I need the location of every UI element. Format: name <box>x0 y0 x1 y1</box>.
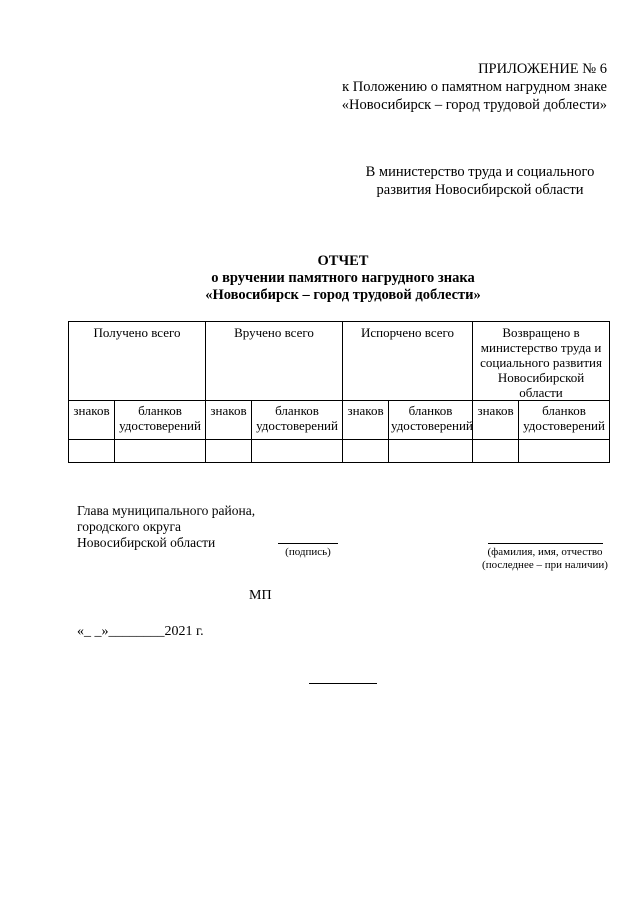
head-line-1: Глава муниципального района, <box>77 503 256 518</box>
group-awarded: Вручено всего <box>206 322 343 401</box>
table-cell[interactable] <box>519 440 610 463</box>
table-cell[interactable] <box>473 440 519 463</box>
name-caption <box>470 546 620 572</box>
sub-blanks: бланков удостоверений <box>252 401 343 440</box>
head-line-2: городского округа <box>77 519 182 534</box>
appendix-reference: к Положению о памятном нагрудном знаке <box>342 79 607 95</box>
title-line-2: о вручении памятного нагрудного знака <box>211 270 475 286</box>
name-caption-line-2: (последнее – при наличии) <box>482 559 608 571</box>
sub-badges: знаков <box>69 401 115 440</box>
report-date[interactable]: «_ _»________2021 г. <box>77 624 204 639</box>
sub-blanks: бланков удостоверений <box>389 401 473 440</box>
table-cell[interactable] <box>343 440 389 463</box>
sub-blanks: бланков удостоверений <box>115 401 206 440</box>
title-line-3: «Новосибирск – город трудовой доблести» <box>205 287 481 303</box>
table-group-header-row <box>69 322 610 401</box>
signature-caption: (подпись) <box>285 546 331 558</box>
sub-badges: знаков <box>473 401 519 440</box>
head-line-3: Новосибирской области <box>77 535 216 550</box>
head-of-municipality <box>77 503 255 551</box>
stamp-place: МП <box>249 588 272 603</box>
table-cell[interactable] <box>389 440 473 463</box>
appendix-header <box>342 60 607 114</box>
addressee-line-1: В министерство труда и социального <box>365 164 595 180</box>
table-subheader-row <box>69 401 610 440</box>
sub-badges: знаков <box>206 401 252 440</box>
table-cell[interactable] <box>115 440 206 463</box>
footer-separator <box>309 683 377 684</box>
name-caption-line-1: (фамилия, имя, отчество <box>487 546 603 558</box>
appendix-number: ПРИЛОЖЕНИЕ № 6 <box>478 61 607 77</box>
group-spoiled: Испорчено всего <box>343 322 473 401</box>
addressee-line-2: развития Новосибирской области <box>376 182 584 198</box>
name-line[interactable] <box>488 543 603 544</box>
sub-badges: знаков <box>343 401 389 440</box>
signature-line[interactable] <box>278 543 338 544</box>
report-table <box>68 321 610 463</box>
group-received: Получено всего <box>69 322 206 401</box>
addressee <box>330 163 630 199</box>
table-row <box>69 440 610 463</box>
table-cell[interactable] <box>206 440 252 463</box>
group-returned: Возвращено в министерство труда и социального развития Новосибирской области <box>473 322 610 401</box>
appendix-badge-name: «Новосибирск – город трудовой доблести» <box>341 97 607 113</box>
title-line-1: ОТЧЕТ <box>317 253 369 269</box>
table-cell[interactable] <box>69 440 115 463</box>
sub-blanks: бланков удостоверений <box>519 401 610 440</box>
document-title <box>0 253 640 304</box>
table-cell[interactable] <box>252 440 343 463</box>
